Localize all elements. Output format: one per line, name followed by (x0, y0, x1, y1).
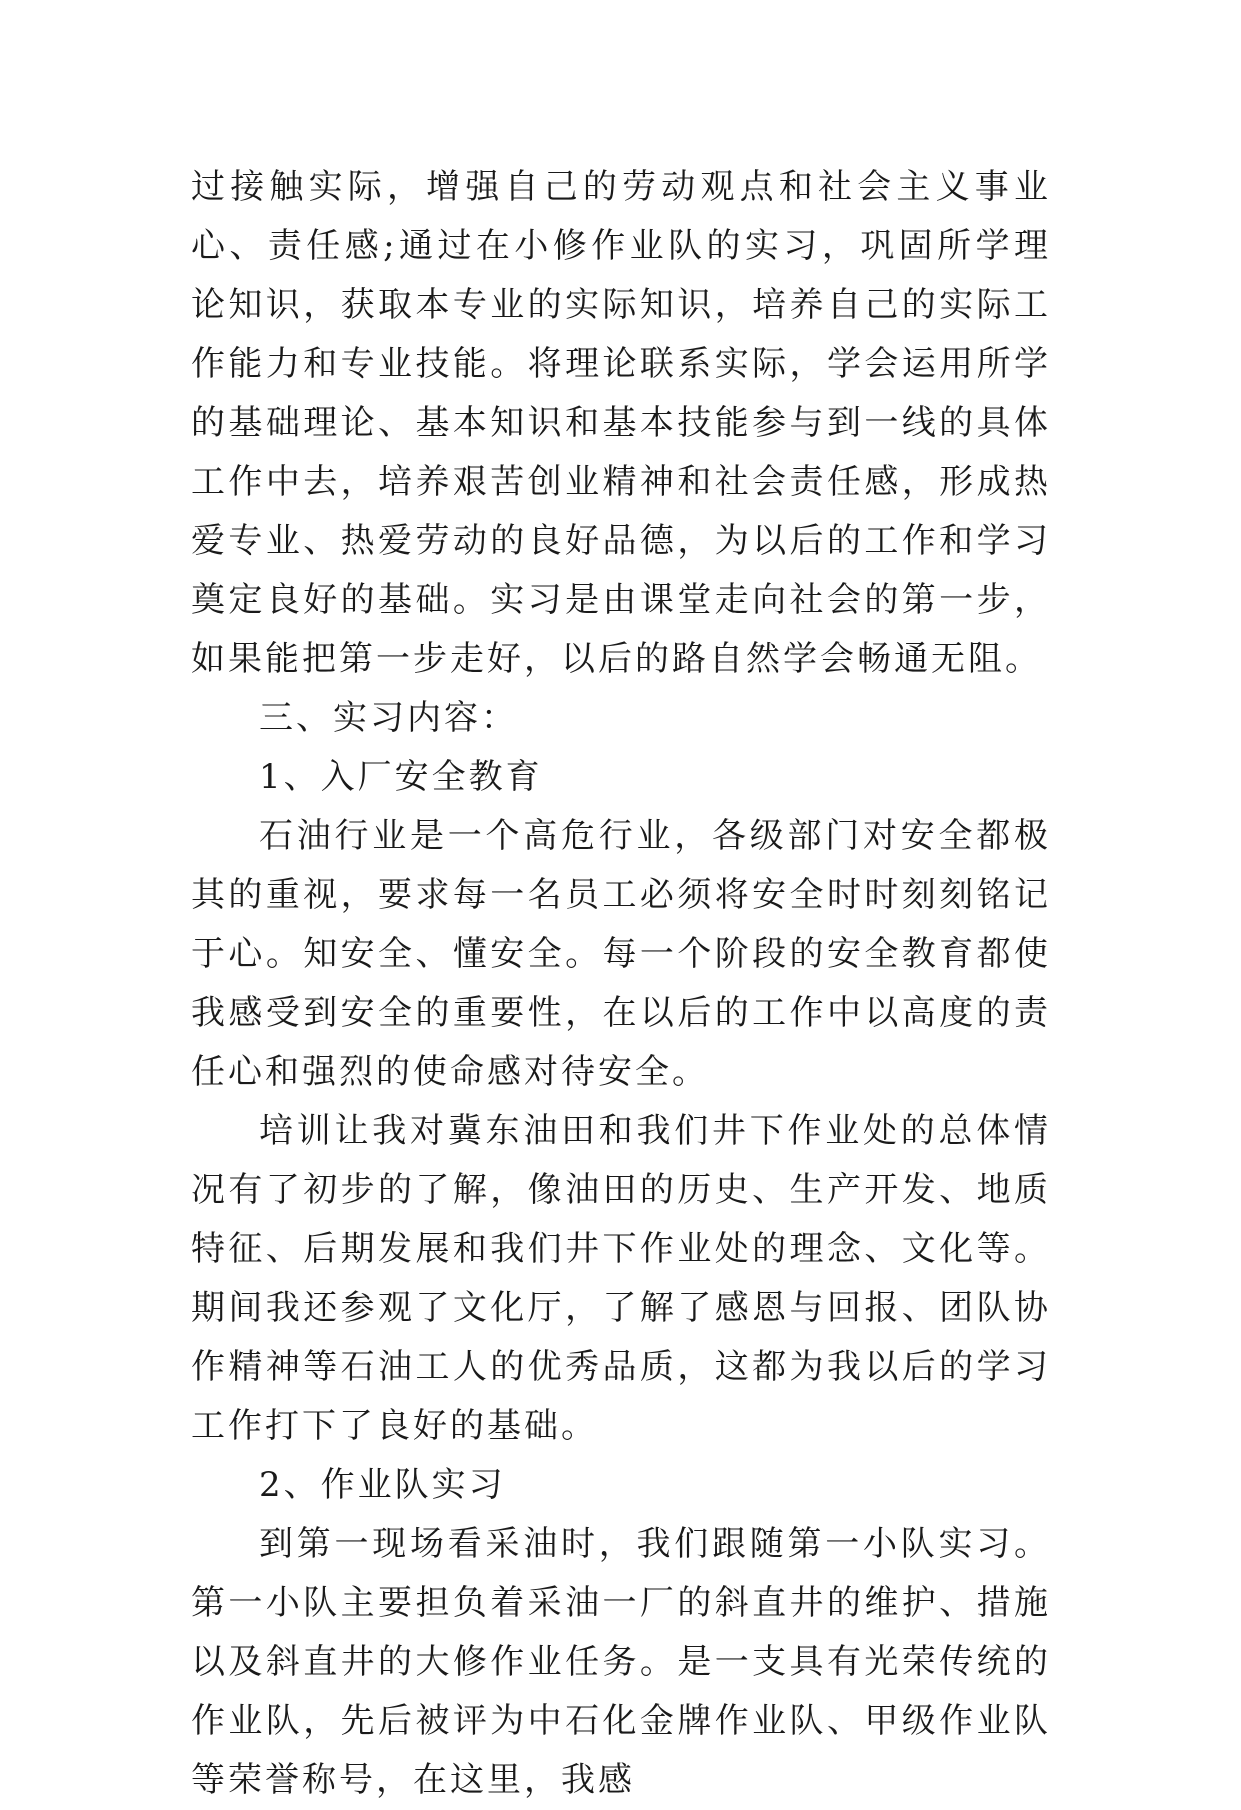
paragraph-objectives: 过接触实际，增强自己的劳动观点和社会主义事业心、责任感;通过在小修作业队的实习，巩固所学理论知识，获取本专业的实际知识，培养自己的实际工作能力和专业技能。将理论联系实际，学会运用所学的基础理论、基本知识和基本技能参与到一线的具体工作中去，培养艰苦创业精神和社会责任感，形成热爱专业、热爱劳动的良好品德，为以后的工作和学习奠定良好的基础。实习是由课堂走向社会的第一步，如果能把第一步走好，以后的路自然学会畅通无阻。 (191, 167, 1051, 679)
paragraph-team: 到第一现场看采油时，我们跟随第一小队实习。第一小队主要担负着采油一厂的斜直井的维护、措施以及斜直井的大修作业任务。是一支具有光荣传统的作业队，先后被评为中石化金牌作业队、甲级作业队等荣誉称号，在这里，我感 (191, 1524, 1051, 1800)
paragraph-training: 培训让我对冀东油田和我们井下作业处的总体情况有了初步的了解，像油田的历史、生产开发、地质特征、后期发展和我们井下作业处的理念、文化等。期间我还参观了文化厅，了解了感恩与回报、团队协作精神等石油工人的优秀品质，这都为我以后的学习工作打下了良好的基础。 (191, 1111, 1051, 1446)
subheading-team-internship: 2、作业队实习 (259, 1465, 506, 1505)
document-body (191, 158, 1051, 1810)
paragraph-safety: 石油行业是一个高危行业，各级部门对安全都极其的重视，要求每一名员工必须将安全时时刻刻铭记于心。知安全、懂安全。每一个阶段的安全教育都使我感受到安全的重要性，在以后的工作中以高度的责任心和强烈的使命感对待安全。 (191, 816, 1051, 1092)
subheading-safety-education: 1、入厂安全教育 (259, 757, 543, 797)
section-heading-internship-content: 三、实习内容： (259, 698, 518, 738)
